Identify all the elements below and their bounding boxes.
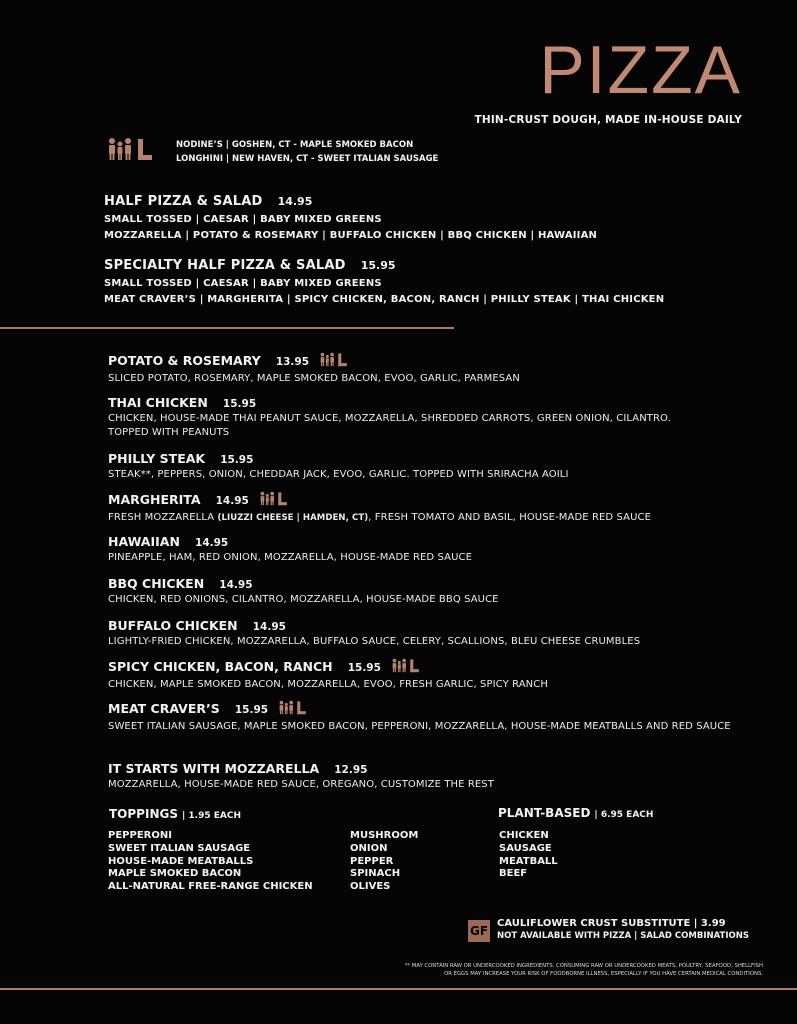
- item-name: HAWAIIAN: [108, 534, 180, 549]
- list-item: SWEET ITALIAN SAUSAGE: [108, 842, 251, 854]
- local-farm-icon: [260, 491, 288, 510]
- local-line-2: LONGHINI | NEW HAVEN, CT - SWEET ITALIAN SAUSAGE: [176, 154, 439, 164]
- list-item: ALL-NATURAL FREE-RANGE CHICKEN: [108, 881, 313, 893]
- item-name: IT STARTS WITH MOZZARELLA: [108, 761, 320, 776]
- list-item: MAPLE SMOKED BACON: [108, 868, 242, 880]
- item-price: 15.95: [234, 704, 269, 716]
- item-price: 14.95: [215, 495, 249, 507]
- gluten-free-icon: GF: [468, 920, 490, 942]
- bottom-divider: [0, 988, 797, 990]
- menu-item: [108, 698, 731, 734]
- section-divider: [0, 327, 454, 329]
- gluten-free-note: [497, 918, 749, 941]
- menu-item: [108, 448, 569, 482]
- menu-item: [108, 615, 640, 649]
- item-name: MARGHERITA: [108, 492, 201, 507]
- list-item: ONION: [350, 842, 388, 854]
- item-price: 14.95: [195, 537, 229, 549]
- item-description: SWEET ITALIAN SAUSAGE, MAPLE SMOKED BACON, PEPPERONI, MOZZARELLA, HOUSE-MADE MEATBALLS AND RED SAUCE: [108, 721, 731, 732]
- gluten-free-line: NOT AVAILABLE WITH PIZZA | SALAD COMBINATIONS: [497, 931, 749, 941]
- list-item: PEPPERONI: [108, 830, 172, 841]
- combo-line: SMALL TOSSED | CAESAR | BABY MIXED GREENS: [104, 278, 382, 289]
- item-name: SPICY CHICKEN, BACON, RANCH: [108, 659, 333, 674]
- combo-price: 15.95: [360, 259, 396, 272]
- item-price: 15.95: [220, 454, 254, 466]
- list-item: SAUSAGE: [499, 842, 552, 854]
- list-item: MEATBALL: [499, 855, 558, 867]
- item-price: 14.95: [219, 579, 253, 591]
- item-name: POTATO & ROSEMARY: [108, 353, 261, 368]
- item-name: MEAT CRAVER’S: [108, 701, 220, 716]
- item-description: FRESH MOZZARELLA (LIUZZI CHEESE | HAMDEN, CT), FRESH TOMATO AND BASIL, HOUSE-MADE RED SAUCE: [108, 512, 652, 523]
- menu-item: [108, 573, 499, 607]
- combo-specialty-half-pizza-salad: [104, 254, 664, 307]
- item-name: BUFFALO CHICKEN: [108, 618, 238, 633]
- plant-based-heading: PLANT-BASED | 6.95 EACH: [498, 806, 654, 820]
- menu-item: [108, 758, 494, 792]
- list-item: BEEF: [499, 868, 528, 880]
- item-price: 12.95: [334, 764, 368, 776]
- item-description: TOPPED WITH PEANUTS: [108, 427, 230, 438]
- item-price: 14.95: [252, 621, 286, 633]
- item-name: THAI CHICKEN: [108, 395, 208, 410]
- combo-line: MOZZARELLA | POTATO & ROSEMARY | BUFFALO CHICKEN | BBQ CHICKEN | HAWAIIAN: [104, 229, 598, 241]
- local-sourcing-note: [176, 138, 438, 166]
- plant-based-list: [499, 830, 558, 881]
- list-item: SPINACH: [350, 868, 401, 880]
- item-description: CHICKEN, MAPLE SMOKED BACON, MOZZARELLA, EVOO, FRESH GARLIC, SPICY RANCH: [108, 679, 548, 690]
- local-farm-icon: [392, 658, 420, 677]
- local-farm-icon: [108, 137, 154, 165]
- item-name: PHILLY STEAK: [108, 451, 206, 466]
- toppings-list-1: [108, 830, 313, 894]
- list-item: PEPPER: [350, 855, 394, 867]
- list-item: OLIVES: [350, 881, 391, 893]
- combo-name: SPECIALTY HALF PIZZA & SALAD: [104, 258, 346, 273]
- list-item: CHICKEN: [499, 830, 549, 841]
- combo-line: MEAT CRAVER’S | MARGHERITA | SPICY CHICKEN, BACON, RANCH | PHILLY STEAK | THAI CHICKEN: [104, 293, 665, 305]
- item-price: 15.95: [347, 662, 381, 674]
- local-line-1: NODINE’S | GOSHEN, CT - MAPLE SMOKED BACON: [176, 140, 414, 150]
- toppings-heading: TOPPINGS | 1.95 EACH: [109, 807, 241, 821]
- local-farm-icon: [279, 700, 307, 719]
- item-price: 15.95: [222, 398, 257, 410]
- item-description: PINEAPPLE, HAM, RED ONION, MOZZARELLA, HOUSE-MADE RED SAUCE: [108, 552, 472, 563]
- gluten-free-line: CAULIFLOWER CRUST SUBSTITUTE | 3.99: [497, 918, 726, 929]
- combo-line: SMALL TOSSED | CAESAR | BABY MIXED GREENS: [104, 214, 382, 225]
- toppings-list-2: [350, 830, 418, 894]
- menu-item: [108, 350, 520, 386]
- combo-name: HALF PIZZA & SALAD: [104, 194, 263, 209]
- item-name: BBQ CHICKEN: [108, 576, 205, 591]
- item-description: CHICKEN, RED ONIONS, CILANTRO, MOZZARELLA, HOUSE-MADE BBQ SAUCE: [108, 594, 499, 605]
- list-item: MUSHROOM: [350, 830, 419, 841]
- combo-half-pizza-salad: [104, 190, 597, 243]
- item-description: SLICED POTATO, ROSEMARY, MAPLE SMOKED BACON, EVOO, GARLIC, PARMESAN: [108, 373, 520, 384]
- item-description: LIGHTLY-FRIED CHICKEN, MOZZARELLA, BUFFALO SAUCE, CELERY, SCALLIONS, BLEU CHEESE CRUMBLES: [108, 636, 641, 647]
- item-description: STEAK**, PEPPERS, ONION, CHEDDAR JACK, EVOO, GARLIC. TOPPED WITH SRIRACHA AOILI: [108, 469, 569, 480]
- menu-item: [108, 531, 472, 565]
- list-item: HOUSE-MADE MEATBALLS: [108, 855, 254, 867]
- item-description: MOZZARELLA, HOUSE-MADE RED SAUCE, OREGANO, CUSTOMIZE THE REST: [108, 779, 494, 790]
- local-farm-icon: [320, 352, 348, 371]
- menu-item: [108, 656, 548, 692]
- page-subtitle: THIN-CRUST DOUGH, MADE IN-HOUSE DAILY: [474, 114, 742, 126]
- page-title: PIZZA: [539, 32, 742, 108]
- item-price: 13.95: [275, 356, 310, 368]
- combo-price: 14.95: [277, 195, 313, 208]
- allergen-footnote: ** MAY CONTAIN RAW OR UNDERCOOKED INGREDIENTS. CONSUMING RAW OR UNDERCOOKED MEATS, POULTRY, SEAFOOD, SHELLFISH OR EGGS MAY INCREASE YOUR RISK OF FOODBORNE ILLNESS, ESPECIALLY IF YOU HAVE CERTAIN MEDICAL CONDITIONS.: [404, 963, 763, 977]
- menu-item: [108, 489, 651, 525]
- menu-item: [108, 392, 671, 440]
- item-description: CHICKEN, HOUSE-MADE THAI PEANUT SAUCE, MOZZARELLA, SHREDDED CARROTS, GREEN ONION, CILANTRO.: [108, 413, 671, 424]
